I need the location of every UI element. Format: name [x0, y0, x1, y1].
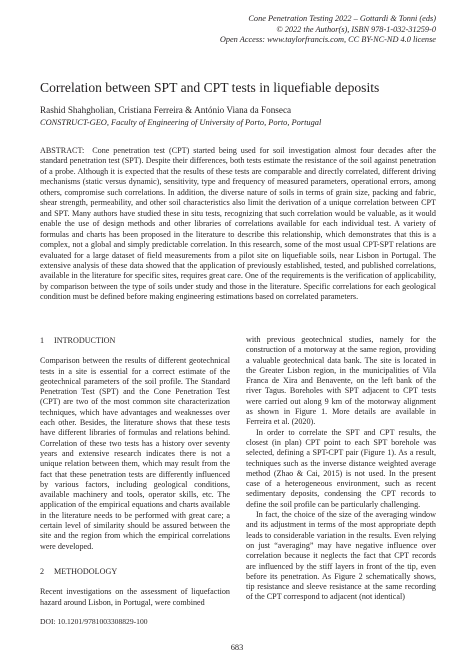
paper-authors: Rashid Shahgholian, Cristiana Ferreira & António Viana da Fonseca: [40, 105, 292, 115]
doi-footer: DOI: 10.1201/9781003308829-100: [40, 617, 148, 626]
abstract: [40, 146, 436, 303]
body-paragraph: with previous geotechnical studies, namely for the construction of a motorway at the same region, providing a valuable geotechnical data bank. The site is located in the Greater Lisbon region, in the municipalities of Vila Franca de Xira and Benavente, on the left bank of the river Tagus. Boreholes with SPT adjacent to CPT tests were carried out along 9 km of the motorway alignment as shown in Figure 1. More details are available in Ferreira et al. (2020).: [246, 335, 436, 427]
header-copyright: © 2022 the Author(s), ISBN 978-1-032-31259-0: [276, 24, 436, 34]
section-title: METHODOLOGY: [54, 566, 118, 576]
section-number: 1: [40, 336, 45, 345]
paper-title: Correlation between SPT and CPT tests in liquefiable deposits: [40, 80, 380, 95]
section-heading-introduction: [40, 336, 230, 346]
section-number: 2: [40, 566, 45, 576]
header-license: Open Access: www.taylorfrancis.com, CC BY-NC-ND 4.0 license: [219, 35, 436, 45]
intro-paragraph: Comparison between the results of different geotechnical tests in a site is essential for a correct estimate of the geotechnical parameters of the soil profile. The Standard Penetration Test (SPT) and the Cone Penetration Test (CPT) are two of the most common site characterization techniques, which have advantages and weaknesses over each other. Besides, the literature shows that these tests have different libraries of formulas and relations behind. Correlation of these two tests has a history over seventy years and extensive research indicates there is not a unique relation between them, which may result from the fact that these penetration tests are differently influenced by various factors, including geological conditions, available machinery and tools, operator skills, etc. The application of the empirical equations and charts available in the literature needs to be performed with great care; a certain level of similarity should be assured between the site and the region from which the empirical correlations were developed.: [40, 356, 230, 551]
body-paragraph: In fact, the choice of the size of the averaging window and its adjustment in terms of the most appropriate depth leads to considerable variation in the results. Even relying on just “averaging” may have negative influence over correlation because it neglects the fact that CPT records are influenced by the stiff layers in front of the tip, even before its penetration. As Figure 2 schematically shows, tip resistance and sleeve resistance at the same recording of the CPT correspond to adjacent (not identical): [246, 510, 436, 602]
section-heading-methodology: [40, 567, 230, 577]
body-paragraph: In order to correlate the SPT and CPT results, the closest (in plan) CPT point to each SPT borehole was selected, defining a SPT-CPT pair (Figure 1). As a result, techniques such as the inverse distance weighted average method (Zhao & Cai, 2015) is not used. In the present case of a heterogeneous environment, such as recent sedimentary deposits, condensing the CPT records to define the soil profile can be particularly challenging.: [246, 427, 436, 509]
paper-affiliation: CONSTRUCT-GEO, Faculty of Engineering of University of Porto, Porto, Portugal: [40, 118, 322, 127]
section-title: INTRODUCTION: [54, 336, 116, 345]
page-number: 683: [230, 643, 244, 652]
abstract-label: ABSTRACT:: [40, 146, 85, 155]
methodology-paragraph: Recent investigations on the assessment of liquefaction hazard around Lisbon, in Portugal, were combined: [40, 587, 230, 607]
left-column: [40, 336, 230, 608]
running-header: [220, 14, 436, 46]
abstract-text: Cone penetration test (CPT) started being used for soil investigation almost four decades after the standard penetration test (SPT). Despite their differences, both tests estimate the resistance of the soil against penetration of a probe. Although it is expected that the results of these tests are comparable and directly correlated, different driving mechanisms (static versus dynamic), sensitivity, type and frequency of measured parameters, operational errors, among others, compromise such correlations. In addition, the diverse nature of soils in terms of grain size, packing and fabric, shear strength, permeability, and other soil characteristics also limit the derivation of a unique correlation between CPT and SPT. Many authors have studied these in situ tests, recognizing that such correlation would be valuable, as it would enable the use of design methods and other libraries of correlations available for each individual test. A variety of formulas and charts has been proposed in the literature to describe this relationship, which demonstrates that this is a complex, not a global and simply predictable correlation. In this research, some of the most usual CPT-SPT relations are evaluated for a large dataset of field measurements from a pilot site on liquefiable soils, near Lisbon in Portugal. The extensive analysis of these data showed that the application of previously established, tested, and published correlations, available in the literature for specific sites, requires great care. One of the requirements is the verification of applicability, by comparison between the type of soils under study and those in the literature. Specific correlations for each geological condition must be defined before making engineering estimations based on correlated parameters.: [40, 146, 437, 302]
header-conference: Cone Penetration Testing 2022 – Gottardi & Tonni (eds): [248, 14, 436, 23]
right-column: [246, 335, 436, 603]
